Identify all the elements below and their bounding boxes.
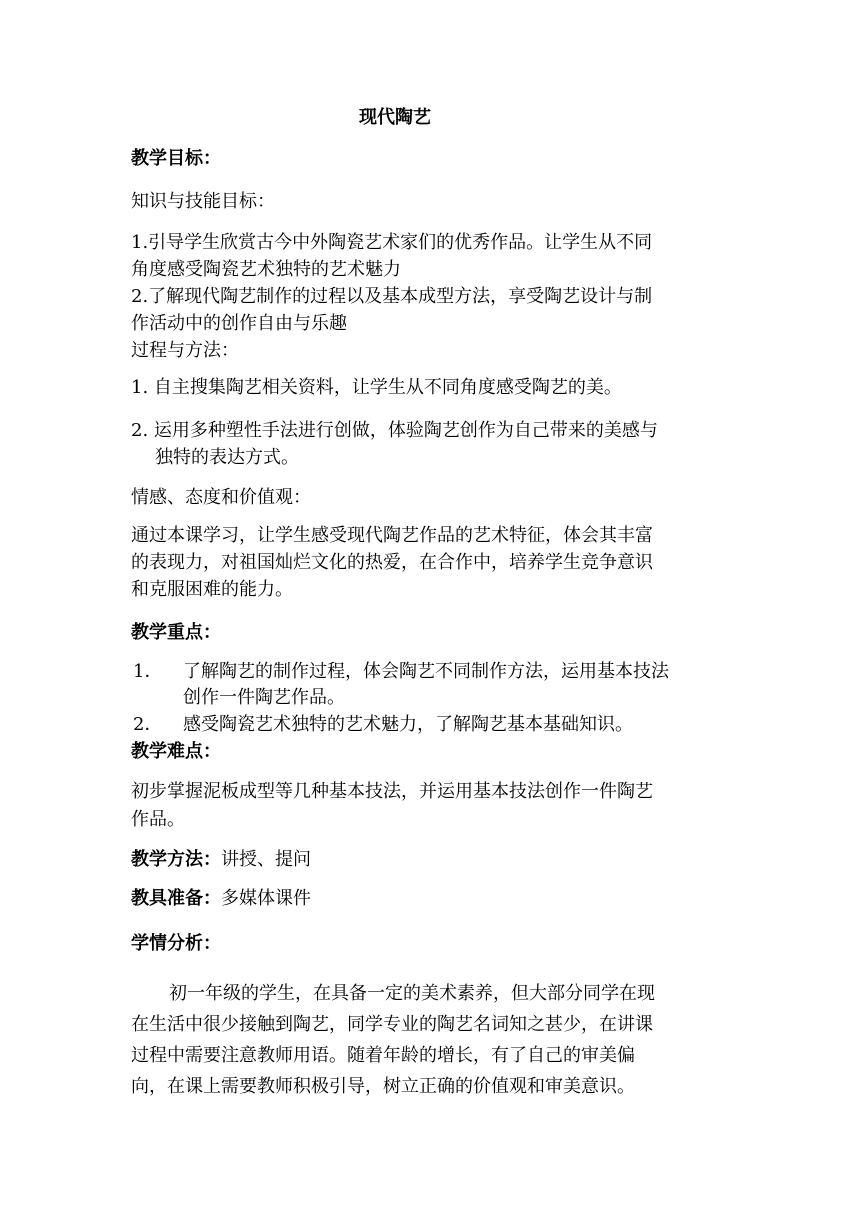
knowledge-label: 知识与技能目标： [131, 191, 275, 212]
difficulties-line: 作品。 [131, 809, 185, 830]
method-row [131, 848, 311, 872]
tools-heading: 教具准备： [131, 888, 221, 909]
difficulties-heading: 教学难点： [131, 741, 221, 762]
analysis-line: 向，在课上需要教师积极引导，树立正确的价值观和审美意识。 [131, 1076, 635, 1097]
process-line: 1. 自主搜集陶艺相关资料，让学生从不同角度感受陶艺的美。 [131, 377, 622, 398]
emotion-line: 通过本课学习，让学生感受现代陶艺作品的艺术特征，体会其丰富 [131, 525, 653, 546]
process-line: 独特的表达方式。 [155, 447, 299, 468]
key-points-heading: 教学重点： [131, 622, 221, 643]
tools-value: 多媒体课件 [221, 888, 311, 909]
emotion-label: 情感、态度和价值观： [131, 487, 311, 508]
analysis-line: 过程中需要注意教师用语。随着年龄的增长，有了自己的审美偏 [131, 1045, 635, 1066]
process-label: 过程与方法： [131, 340, 239, 361]
knowledge-line: 2.了解现代陶艺制作的过程以及基本成型方法，享受陶艺设计与制 [131, 286, 653, 307]
emotion-line: 和克服困难的能力。 [131, 579, 293, 600]
analysis-heading: 学情分析： [131, 933, 221, 954]
key-point-number: 1． [133, 661, 163, 682]
document-title: 现代陶艺 [359, 107, 431, 128]
difficulties-line: 初步掌握泥板成型等几种基本技法，并运用基本技法创作一件陶艺 [131, 781, 653, 802]
analysis-line: 初一年级的学生，在具备一定的美术素养，但大部分同学在现 [169, 983, 655, 1004]
knowledge-line: 作活动中的创作自由与乐趣 [131, 313, 347, 334]
method-value: 讲授、提问 [221, 849, 311, 870]
process-line: 2. 运用多种塑性手法进行创做，体验陶艺创作为自己带来的美感与 [131, 420, 658, 441]
tools-row [131, 887, 311, 911]
emotion-line: 的表现力，对祖国灿烂文化的热爱，在合作中，培养学生竞争意识 [131, 552, 653, 573]
knowledge-line: 角度感受陶瓷艺术独特的艺术魅力 [131, 259, 401, 280]
key-point-line: 了解陶艺的制作过程，体会陶艺不同制作方法，运用基本技法 [183, 661, 669, 682]
key-point-line: 感受陶瓷艺术独特的艺术魅力，了解陶艺基本基础知识。 [183, 714, 633, 735]
method-heading: 教学方法： [131, 849, 221, 870]
knowledge-line: 1.引导学生欣赏古今中外陶瓷艺术家们的优秀作品。让学生从不同 [131, 232, 653, 253]
goals-heading: 教学目标： [131, 148, 221, 169]
key-point-line: 创作一件陶艺作品。 [183, 687, 345, 708]
key-point-number: 2． [133, 714, 163, 735]
analysis-line: 在生活中很少接触到陶艺，同学专业的陶艺名词知之甚少，在讲课 [131, 1014, 653, 1035]
